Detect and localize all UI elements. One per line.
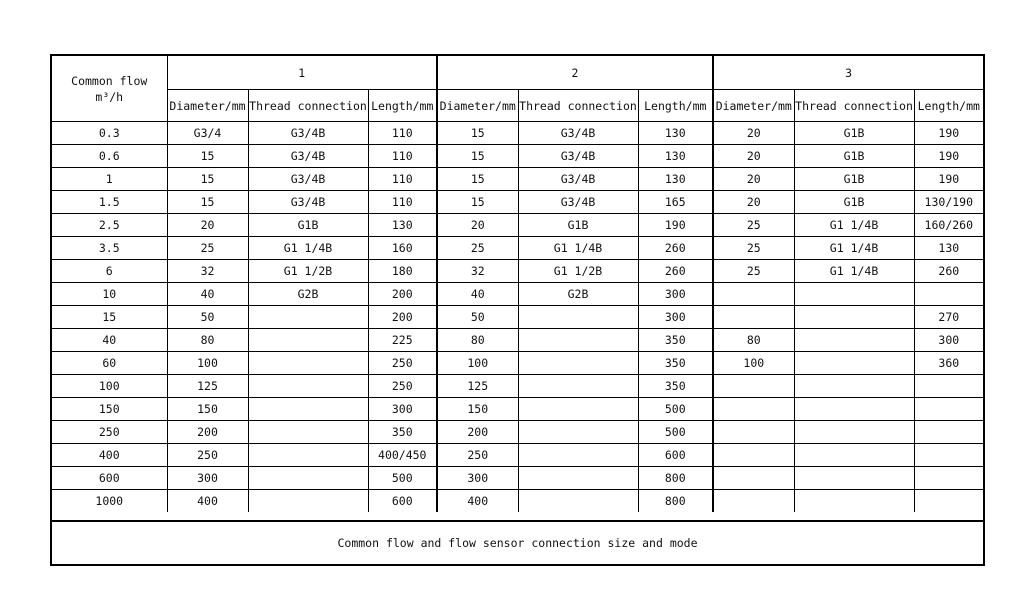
diameter-cell: 32: [437, 260, 518, 283]
length-cell: 360: [914, 352, 983, 375]
common-flow-cell: 1000: [52, 490, 167, 513]
col-header-length: Length/mm: [638, 90, 713, 122]
common-flow-cell: 250: [52, 421, 167, 444]
thread-cell: [248, 421, 368, 444]
thread-cell: G1B: [794, 145, 914, 168]
thread-cell: [248, 352, 368, 375]
length-cell: 130: [638, 168, 713, 191]
common-flow-cell: 40: [52, 329, 167, 352]
thread-cell: [794, 467, 914, 490]
thread-cell: [248, 398, 368, 421]
diameter-cell: 20: [437, 214, 518, 237]
diameter-cell: 80: [713, 329, 794, 352]
diameter-cell: 100: [713, 352, 794, 375]
diameter-cell: [713, 398, 794, 421]
thread-cell: [248, 467, 368, 490]
length-cell: 225: [368, 329, 437, 352]
length-cell: [914, 421, 983, 444]
diameter-cell: [713, 467, 794, 490]
thread-cell: [248, 306, 368, 329]
thread-cell: G1B: [518, 214, 638, 237]
length-cell: 190: [914, 168, 983, 191]
length-cell: 190: [914, 145, 983, 168]
length-cell: 190: [914, 122, 983, 145]
diameter-cell: 15: [437, 145, 518, 168]
length-cell: 130: [638, 145, 713, 168]
diameter-cell: 15: [437, 122, 518, 145]
length-cell: 500: [638, 398, 713, 421]
spec-sheet: [50, 54, 985, 566]
thread-cell: [518, 490, 638, 513]
group-header-3: 3: [713, 56, 983, 90]
table-row: [52, 260, 983, 283]
diameter-cell: 15: [167, 191, 248, 214]
col-header-diameter: Diameter/mm: [713, 90, 794, 122]
diameter-cell: [713, 306, 794, 329]
length-cell: 500: [368, 467, 437, 490]
table-row: [52, 306, 983, 329]
table-caption: Common flow and flow sensor connection size and mode: [52, 520, 983, 564]
thread-cell: G1 1/4B: [794, 260, 914, 283]
table-row: [52, 122, 983, 145]
length-cell: 350: [638, 375, 713, 398]
diameter-cell: 50: [437, 306, 518, 329]
length-cell: 190: [638, 214, 713, 237]
length-cell: 260: [638, 237, 713, 260]
table-row: [52, 237, 983, 260]
col-header-diameter: Diameter/mm: [437, 90, 518, 122]
diameter-cell: 100: [437, 352, 518, 375]
diameter-cell: 80: [167, 329, 248, 352]
thread-cell: [794, 398, 914, 421]
diameter-cell: 20: [713, 168, 794, 191]
diameter-cell: [713, 444, 794, 467]
common-flow-label: Common flow: [71, 73, 148, 88]
length-cell: 110: [368, 168, 437, 191]
diameter-cell: 20: [713, 122, 794, 145]
length-cell: 250: [368, 375, 437, 398]
length-cell: 350: [638, 329, 713, 352]
table-row: [52, 214, 983, 237]
common-flow-cell: 2.5: [52, 214, 167, 237]
diameter-cell: 15: [437, 191, 518, 214]
thread-cell: G1 1/2B: [518, 260, 638, 283]
thread-cell: G1B: [794, 168, 914, 191]
table-row: [52, 329, 983, 352]
thread-cell: G1B: [794, 122, 914, 145]
diameter-cell: 100: [167, 352, 248, 375]
table-row: [52, 490, 983, 513]
thread-cell: G3/4B: [248, 168, 368, 191]
thread-cell: G3/4B: [248, 191, 368, 214]
common-flow-cell: 60: [52, 352, 167, 375]
length-cell: 110: [368, 145, 437, 168]
diameter-cell: [713, 421, 794, 444]
length-cell: 180: [368, 260, 437, 283]
thread-cell: G3/4B: [518, 191, 638, 214]
diameter-cell: 200: [437, 421, 518, 444]
length-cell: 130: [638, 122, 713, 145]
thread-cell: G1 1/4B: [518, 237, 638, 260]
diameter-cell: 25: [713, 237, 794, 260]
thread-cell: [248, 329, 368, 352]
diameter-cell: 200: [167, 421, 248, 444]
diameter-cell: 400: [437, 490, 518, 513]
diameter-cell: 15: [437, 168, 518, 191]
diameter-cell: 125: [167, 375, 248, 398]
common-flow-cell: 10: [52, 283, 167, 306]
diameter-cell: 20: [713, 191, 794, 214]
diameter-cell: 300: [167, 467, 248, 490]
common-flow-cell: 0.6: [52, 145, 167, 168]
length-cell: 200: [368, 306, 437, 329]
length-cell: 300: [914, 329, 983, 352]
thread-cell: G1B: [794, 191, 914, 214]
common-flow-cell: 1: [52, 168, 167, 191]
length-cell: [914, 283, 983, 306]
length-cell: 500: [638, 421, 713, 444]
thread-cell: [794, 283, 914, 306]
length-cell: 260: [638, 260, 713, 283]
diameter-cell: 300: [437, 467, 518, 490]
table-row: [52, 145, 983, 168]
column-header-row: [52, 90, 983, 122]
table-row: [52, 168, 983, 191]
thread-cell: G3/4B: [248, 122, 368, 145]
thread-cell: [248, 490, 368, 513]
length-cell: 800: [638, 467, 713, 490]
length-cell: [914, 444, 983, 467]
diameter-cell: 400: [167, 490, 248, 513]
col-header-thread: Thread connection: [518, 90, 638, 122]
thread-cell: [794, 352, 914, 375]
length-cell: 600: [368, 490, 437, 513]
thread-cell: [518, 421, 638, 444]
diameter-cell: 25: [713, 260, 794, 283]
connection-size-table: [52, 56, 983, 512]
length-cell: 600: [638, 444, 713, 467]
thread-cell: G1 1/4B: [248, 237, 368, 260]
table-row: [52, 421, 983, 444]
thread-cell: G1B: [248, 214, 368, 237]
diameter-cell: 20: [167, 214, 248, 237]
length-cell: 110: [368, 191, 437, 214]
length-cell: 400/450: [368, 444, 437, 467]
thread-cell: [248, 444, 368, 467]
common-flow-cell: 100: [52, 375, 167, 398]
thread-cell: [794, 375, 914, 398]
thread-cell: [794, 444, 914, 467]
thread-cell: G2B: [248, 283, 368, 306]
thread-cell: [518, 467, 638, 490]
diameter-cell: [713, 490, 794, 513]
length-cell: [914, 490, 983, 513]
length-cell: 800: [638, 490, 713, 513]
diameter-cell: 125: [437, 375, 518, 398]
length-cell: [914, 375, 983, 398]
diameter-cell: 250: [437, 444, 518, 467]
length-cell: 300: [638, 306, 713, 329]
common-flow-unit: m³/h: [95, 89, 124, 104]
length-cell: 250: [368, 352, 437, 375]
common-flow-cell: 600: [52, 467, 167, 490]
common-flow-cell: 3.5: [52, 237, 167, 260]
length-cell: 350: [368, 421, 437, 444]
length-cell: 300: [638, 283, 713, 306]
diameter-cell: 25: [167, 237, 248, 260]
diameter-cell: 150: [167, 398, 248, 421]
thread-cell: G1 1/4B: [794, 214, 914, 237]
thread-cell: G1 1/4B: [794, 237, 914, 260]
col-header-length: Length/mm: [914, 90, 983, 122]
thread-cell: [518, 352, 638, 375]
group-header-2: 2: [437, 56, 713, 90]
common-flow-header: [52, 56, 167, 122]
group-header-row: [52, 56, 983, 90]
thread-cell: [248, 375, 368, 398]
length-cell: [914, 467, 983, 490]
length-cell: 160: [368, 237, 437, 260]
thread-cell: [518, 329, 638, 352]
table-row: [52, 444, 983, 467]
thread-cell: [794, 421, 914, 444]
length-cell: 165: [638, 191, 713, 214]
table-row: [52, 283, 983, 306]
diameter-cell: 80: [437, 329, 518, 352]
length-cell: 130: [914, 237, 983, 260]
col-header-diameter: Diameter/mm: [167, 90, 248, 122]
common-flow-cell: 15: [52, 306, 167, 329]
length-cell: 130: [368, 214, 437, 237]
length-cell: 200: [368, 283, 437, 306]
thread-cell: [794, 329, 914, 352]
col-header-thread: Thread connection: [794, 90, 914, 122]
table-row: [52, 398, 983, 421]
common-flow-cell: 1.5: [52, 191, 167, 214]
length-cell: 300: [368, 398, 437, 421]
thread-cell: G3/4B: [518, 122, 638, 145]
length-cell: 270: [914, 306, 983, 329]
length-cell: 110: [368, 122, 437, 145]
length-cell: 350: [638, 352, 713, 375]
diameter-cell: 40: [437, 283, 518, 306]
diameter-cell: 50: [167, 306, 248, 329]
length-cell: [914, 398, 983, 421]
col-header-thread: Thread connection: [248, 90, 368, 122]
length-cell: 160/260: [914, 214, 983, 237]
table-row: [52, 467, 983, 490]
table-row: [52, 191, 983, 214]
table-row: [52, 375, 983, 398]
diameter-cell: 40: [167, 283, 248, 306]
diameter-cell: 15: [167, 145, 248, 168]
length-cell: 260: [914, 260, 983, 283]
thread-cell: [518, 444, 638, 467]
common-flow-cell: 0.3: [52, 122, 167, 145]
thread-cell: [518, 306, 638, 329]
diameter-cell: [713, 375, 794, 398]
thread-cell: [518, 398, 638, 421]
diameter-cell: [713, 283, 794, 306]
diameter-cell: 32: [167, 260, 248, 283]
diameter-cell: G3/4: [167, 122, 248, 145]
diameter-cell: 25: [437, 237, 518, 260]
diameter-cell: 20: [713, 145, 794, 168]
thread-cell: [518, 375, 638, 398]
thread-cell: G3/4B: [518, 145, 638, 168]
diameter-cell: 150: [437, 398, 518, 421]
thread-cell: G1 1/2B: [248, 260, 368, 283]
table-row: [52, 352, 983, 375]
diameter-cell: 15: [167, 168, 248, 191]
common-flow-cell: 6: [52, 260, 167, 283]
group-header-1: 1: [167, 56, 437, 90]
thread-cell: G3/4B: [248, 145, 368, 168]
thread-cell: [794, 490, 914, 513]
col-header-length: Length/mm: [368, 90, 437, 122]
diameter-cell: 250: [167, 444, 248, 467]
diameter-cell: 25: [713, 214, 794, 237]
length-cell: 130/190: [914, 191, 983, 214]
thread-cell: [794, 306, 914, 329]
thread-cell: G2B: [518, 283, 638, 306]
common-flow-cell: 400: [52, 444, 167, 467]
common-flow-cell: 150: [52, 398, 167, 421]
thread-cell: G3/4B: [518, 168, 638, 191]
